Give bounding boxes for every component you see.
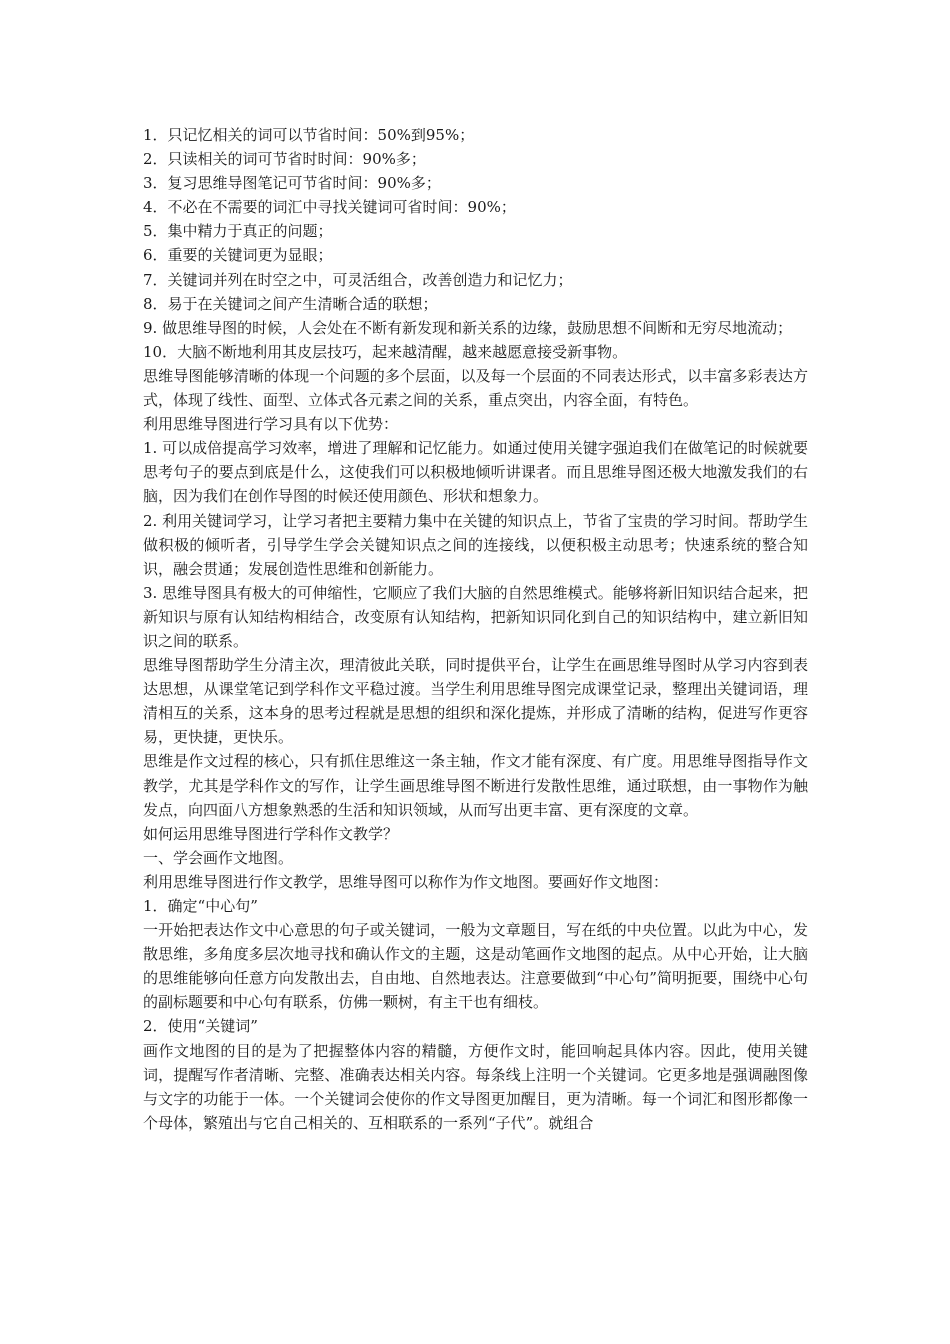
- section-question: 如何运用思维导图进行学科作文教学？: [143, 824, 399, 843]
- paragraph-student-benefits: 思维导图帮助学生分清主次，理清彼此关联，同时提供平台，让学生在画思维导图时从学习内容到表达思想，从课堂笔记到学科作文平稳过渡。当学生利用思维导图完成课堂记录，整理出关键词语，理清相互的关系，这本身的思考过程就是思想的组织和深化提炼，并形成了清晰的结构，促进写作更容易，更快捷，更快乐。: [143, 656, 808, 747]
- list-item-1: 1．只记忆相关的词可以节省时间：50%到95%；: [143, 126, 475, 144]
- list-item-7: 7．关键词并列在时空之中，可灵活组合，改善创造力和记忆力；: [143, 270, 573, 289]
- advantage-item-2: 2. 利用关键词学习，让学习者把主要精力集中在关键的知识点上，节省了宝贵的学习时间。帮助学生做积极的倾听者，引导学生学会关键知识点之间的连接线，以便积极主动思考；快速系统的整合知识，融会贯通；发展创造性思维和创新能力。: [143, 511, 808, 578]
- subheading-central-sentence: 1．确定“中心句”: [143, 897, 258, 915]
- list-item-6: 6．重要的关键词更为显眼；: [143, 246, 333, 265]
- paragraph-thinking-core: 思维是作文过程的核心，只有抓住思维这一条主轴，作文才能有深度、有广度。用思维导图指导作文教学，尤其是学科作文的写作，让学生画思维导图不断进行发散性思维，通过联想，由一事物作为触发点，向四面八方想象熟悉的生活和知识领域，从而写出更丰富、更有深度的文章。: [143, 752, 808, 819]
- paragraph-central-sentence: 一开始把表达作文中心意思的句子或关键词，一般为文章题目，写在纸的中央位置。以此为中心，发散思维，多角度多层次地寻找和确认作文的主题，这是动笔画作文地图的起点。从中心开始，让大脑的思维能够向任意方向发散出去，自由地、自然地表达。注意要做到“中心句”简明扼要，围绕中心句的副标题要和中心句有联系，仿佛一颗树，有主干也有细枝。: [143, 921, 808, 1012]
- list-item-5: 5．集中精力于真正的问题；: [143, 222, 333, 241]
- document-page: [143, 123, 808, 1135]
- paragraph-keywords: 画作文地图的目的是为了把握整体内容的精髓，方便作文时，能回响起具体内容。因此，使用关键词，提醒写作者清晰、完整、准确表达相关内容。每条线上注明一个关键词。它更多地是强调融图像与文字的功能于一体。一个关键词会使你的作文导图更加醒目，更为清晰。每一个词汇和图形都像一个母体，繁殖出与它自己相关的、互相联系的一系列“子代”。就组合: [143, 1041, 808, 1132]
- subheading-keywords: 2．使用“关键词”: [143, 1017, 258, 1036]
- section-heading-1: 一、学会画作文地图。: [143, 848, 294, 867]
- paragraph-advantages-intro: 利用思维导图进行学习具有以下优势：: [143, 415, 399, 434]
- list-item-3: 3．复习思维导图笔记可节省时间：90%多；: [143, 174, 441, 193]
- list-item-4: 4．不必在不需要的词汇中寻找关键词可省时间：90%；: [143, 198, 516, 217]
- list-item-2: 2．只读相关的词可节省时时间：90%多；: [143, 150, 426, 169]
- advantage-item-1: 1. 可以成倍提高学习效率，增进了理解和记忆能力。如通过使用关键字强迫我们在做笔记的时候就要思考句子的要点到底是什么，这使我们可以积极地倾听讲课者。而且思维导图还极大地激发我们的右脑，因为我们在创作导图的时候还使用颜色、形状和想象力。: [143, 439, 808, 506]
- paragraph-mindmap-overview: 思维导图能够清晰的体现一个问题的多个层面，以及每一个层面的不同表达形式，以丰富多彩表达方式，体现了线性、面型、立体式各元素之间的关系，重点突出，内容全面，有特色。: [143, 366, 808, 410]
- list-item-10: 10．大脑不断地利用其皮层技巧，起来越清醒，越来越愿意接受新事物。: [143, 342, 628, 361]
- list-item-8: 8．易于在关键词之间产生清晰合适的联想；: [143, 294, 438, 313]
- advantage-item-3: 3. 思维导图具有极大的可伸缩性，它顺应了我们大脑的自然思维模式。能够将新旧知识结合起来，把新知识与原有认知结构相结合，改变原有认知结构，把新知识同化到自己的知识结构中，建立新旧知识之间的联系。: [143, 583, 808, 650]
- list-item-9: 9. 做思维导图的时候，人会处在不断有新发现和新关系的边缘，鼓励思想不间断和无穷尽地流动；: [143, 318, 793, 337]
- paragraph-essay-map-intro: 利用思维导图进行作文教学，思维导图可以称作为作文地图。要画好作文地图：: [143, 872, 669, 891]
